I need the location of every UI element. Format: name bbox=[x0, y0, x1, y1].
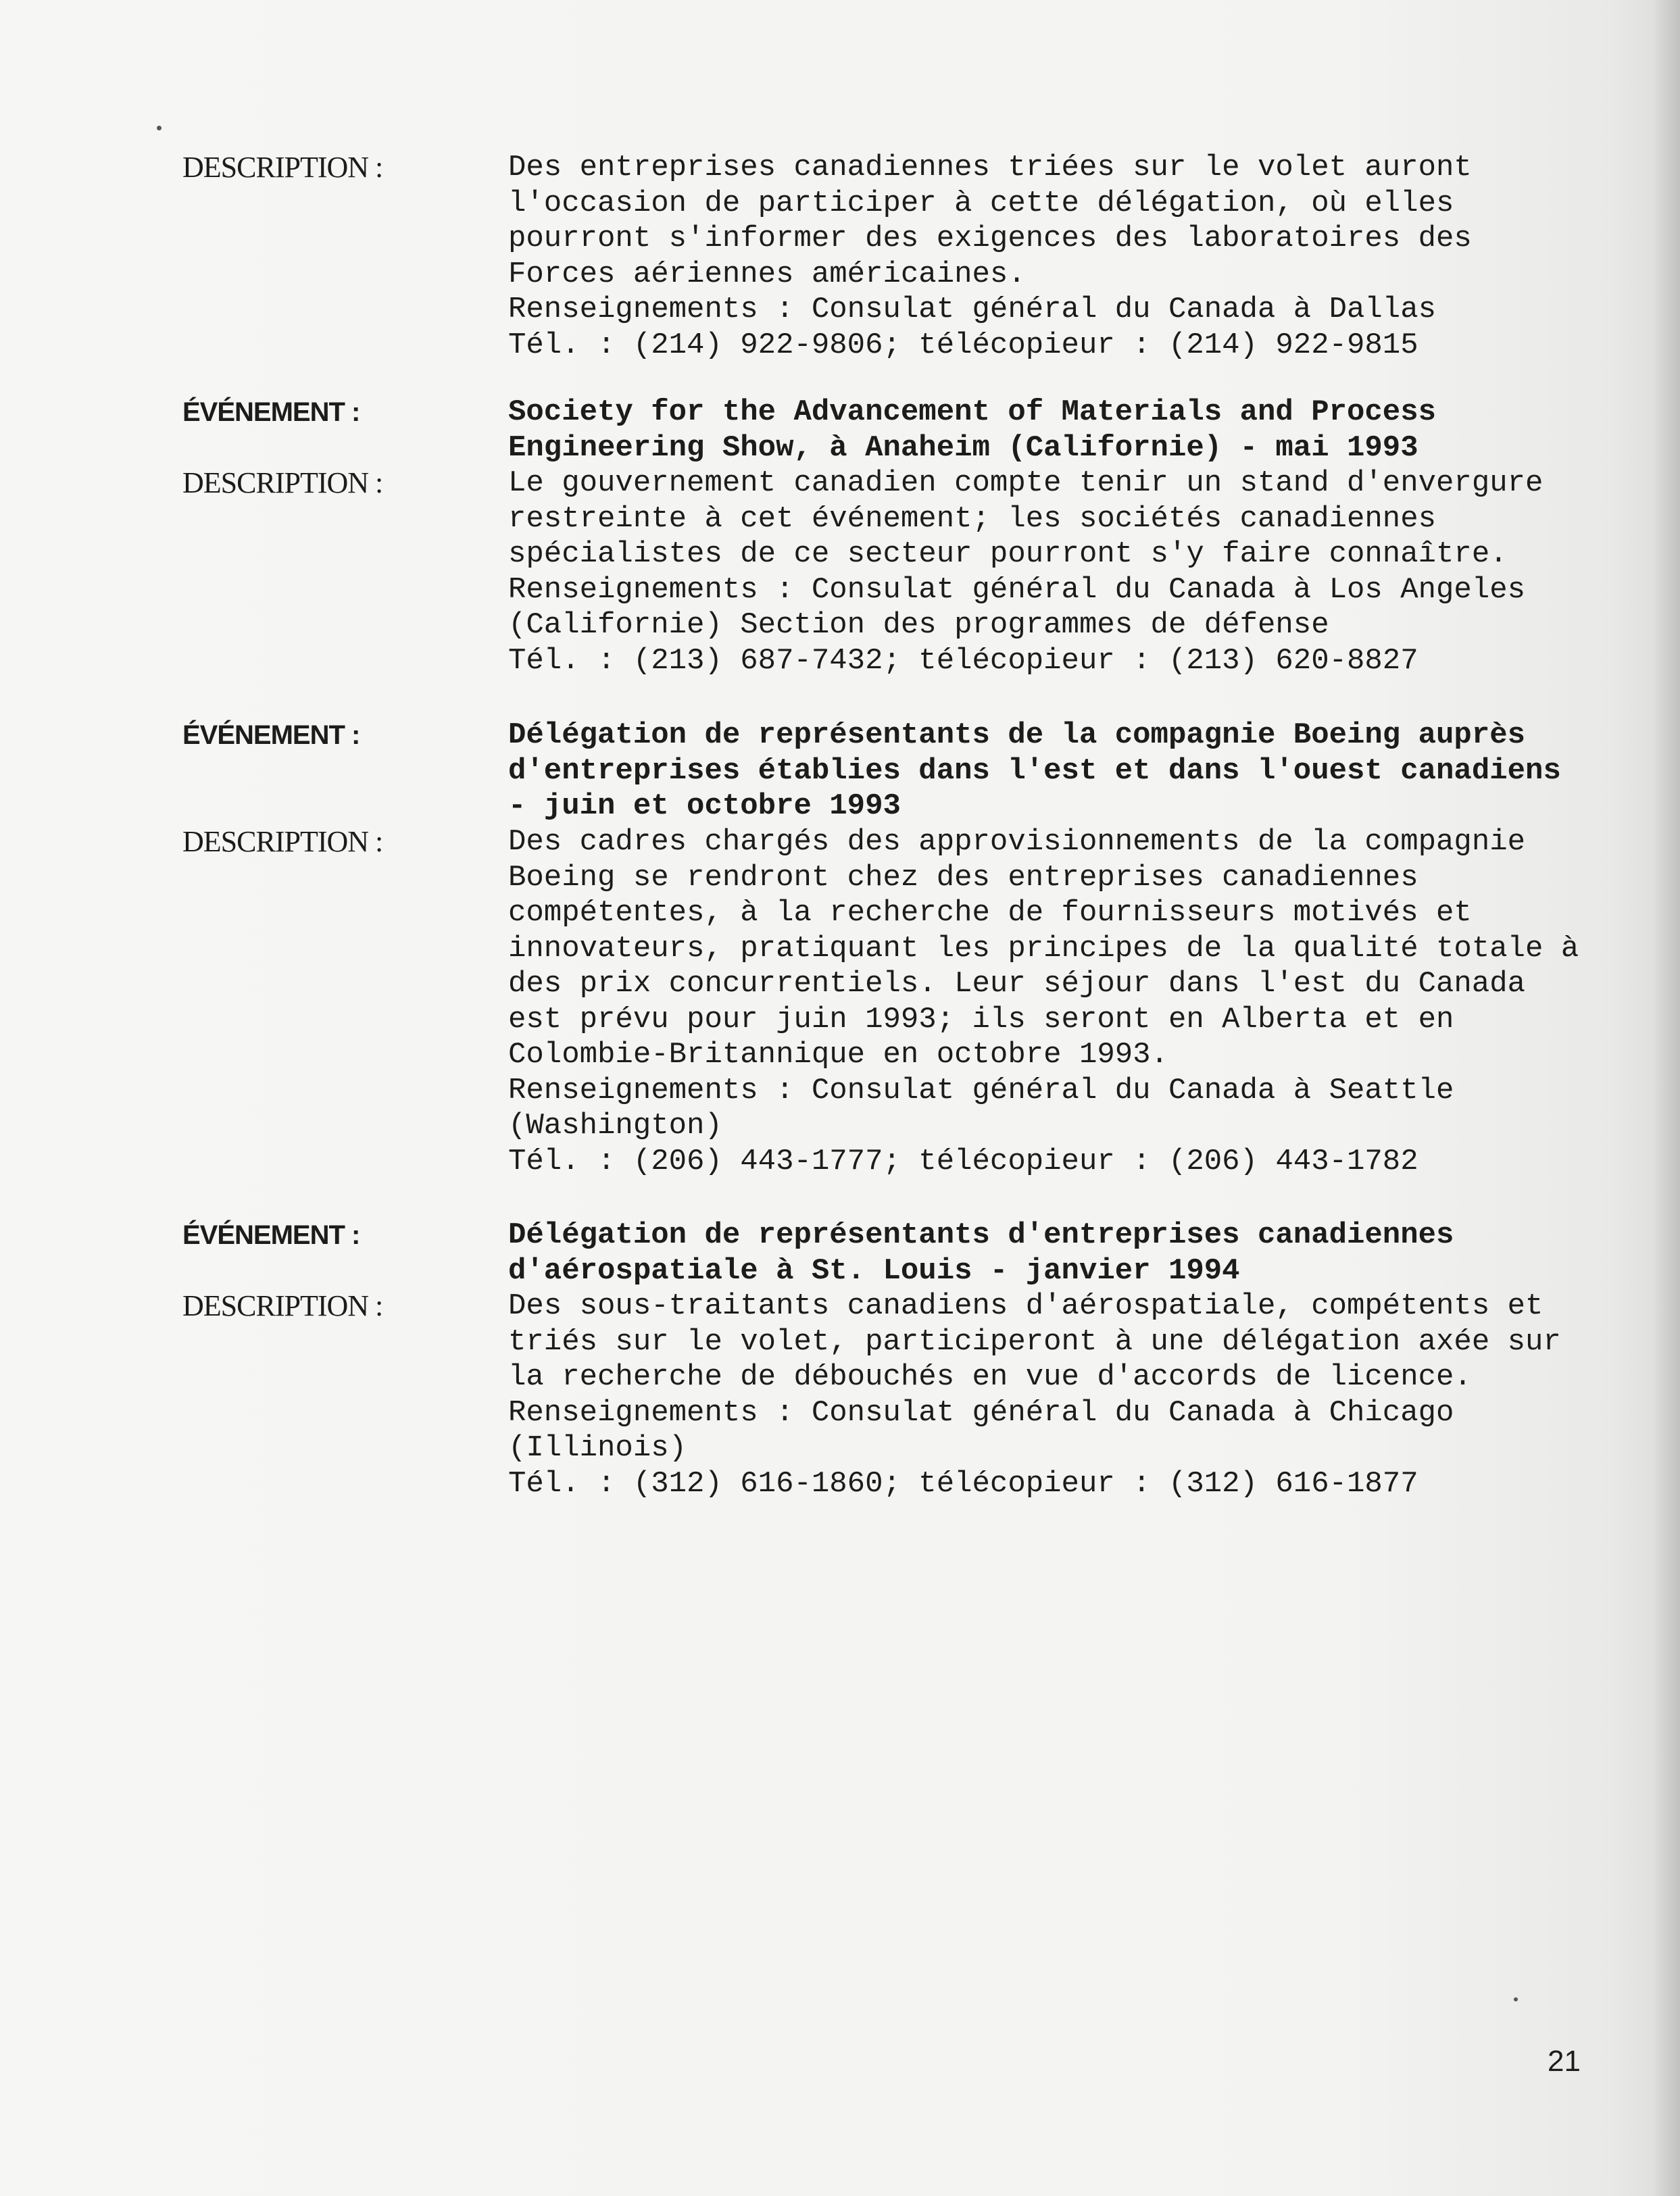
description-line: (Californie) Section des programmes de défense bbox=[508, 608, 1329, 642]
description-label: DESCRIPTION : bbox=[182, 151, 383, 184]
description-line: des prix concurrentiels. Leur séjour dans l'est du Canada bbox=[508, 967, 1526, 1001]
description-line: compétentes, à la recherche de fournisseurs motivés et bbox=[508, 896, 1472, 930]
description-line: Forces aériennes américaines. bbox=[508, 257, 1026, 291]
description-line: Renseignements : Consulat général du Canada à Chicago bbox=[508, 1395, 1454, 1430]
page-edge-shadow bbox=[1653, 0, 1680, 2196]
description-label: DESCRIPTION : bbox=[182, 825, 383, 858]
description-line: l'occasion de participer à cette délégation, où elles bbox=[508, 186, 1454, 220]
description-line: spécialistes de ce secteur pourront s'y faire connaître. bbox=[508, 537, 1508, 571]
description-line: Renseignements : Consulat général du Canada à Dallas bbox=[508, 293, 1437, 326]
event-title-line: Délégation de représentants de la compagnie Boeing auprès bbox=[508, 718, 1526, 752]
event-title bbox=[508, 1218, 1657, 1289]
description-line: Tél. : (206) 443-1777; télécopieur : (206) 443-1782 bbox=[508, 1144, 1418, 1178]
description-line: (Washington) bbox=[508, 1109, 722, 1143]
event-title-line: d'aérospatiale à St. Louis - janvier 1994 bbox=[508, 1253, 1240, 1288]
event-title-line: d'entreprises établies dans l'est et dans l'ouest canadiens bbox=[508, 753, 1561, 788]
event-title bbox=[508, 395, 1657, 466]
event-title-line: - juin et octobre 1993 bbox=[508, 789, 901, 823]
description-text bbox=[508, 1289, 1657, 1501]
description-label: DESCRIPTION : bbox=[182, 1289, 383, 1322]
description-line: Boeing se rendront chez des entreprises canadiennes bbox=[508, 860, 1418, 895]
description-text bbox=[508, 466, 1657, 678]
event-label: ÉVÉNEMENT : bbox=[182, 397, 360, 427]
description-line: triés sur le volet, participeront à une délégation axée sur bbox=[508, 1324, 1561, 1359]
description-label: DESCRIPTION : bbox=[182, 466, 383, 499]
description-line: innovateurs, pratiquant les principes de la qualité totale à bbox=[508, 931, 1579, 966]
event-title-line: Society for the Advancement of Materials and Process bbox=[508, 395, 1437, 429]
description-line: Le gouvernement canadien compte tenir un stand d'envergure bbox=[508, 466, 1543, 500]
description-line: la recherche de débouchés en vue d'accords de licence. bbox=[508, 1360, 1472, 1394]
description-text bbox=[508, 150, 1657, 363]
description-text bbox=[508, 824, 1657, 1179]
event-title-line: Délégation de représentants d'entreprises canadiennes bbox=[508, 1218, 1454, 1252]
event-title-line: Engineering Show, à Anaheim (Californie) - mai 1993 bbox=[508, 430, 1418, 465]
description-line: Tél. : (214) 922-9806; télécopieur : (214) 922-9815 bbox=[508, 328, 1418, 362]
description-line: Tél. : (312) 616-1860; télécopieur : (312) 616-1877 bbox=[508, 1466, 1418, 1501]
description-line: Renseignements : Consulat général du Canada à Los Angeles bbox=[508, 572, 1526, 607]
description-line: Renseignements : Consulat général du Canada à Seattle bbox=[508, 1073, 1454, 1107]
description-line: Des sous-traitants canadiens d'aérospatiale, compétents et bbox=[508, 1289, 1543, 1323]
scan-speck bbox=[157, 126, 162, 130]
description-line: (Illinois) bbox=[508, 1431, 687, 1465]
scan-speck bbox=[1514, 1997, 1518, 2001]
description-line: Colombie-Britannique en octobre 1993. bbox=[508, 1038, 1168, 1072]
event-title bbox=[508, 718, 1657, 824]
description-line: est prévu pour juin 1993; ils seront en Alberta et en bbox=[508, 1002, 1454, 1037]
description-line: Des entreprises canadiennes triées sur le volet auront bbox=[508, 151, 1472, 184]
event-label: ÉVÉNEMENT : bbox=[182, 720, 360, 750]
event-label: ÉVÉNEMENT : bbox=[182, 1220, 360, 1250]
description-line: pourront s'informer des exigences des laboratoires des bbox=[508, 222, 1472, 255]
description-line: Des cadres chargés des approvisionnements de la compagnie bbox=[508, 825, 1526, 859]
description-line: Tél. : (213) 687-7432; télécopieur : (213) 620-8827 bbox=[508, 643, 1418, 678]
page-number: 21 bbox=[1548, 2045, 1581, 2078]
description-line: restreinte à cet événement; les sociétés canadiennes bbox=[508, 501, 1437, 536]
